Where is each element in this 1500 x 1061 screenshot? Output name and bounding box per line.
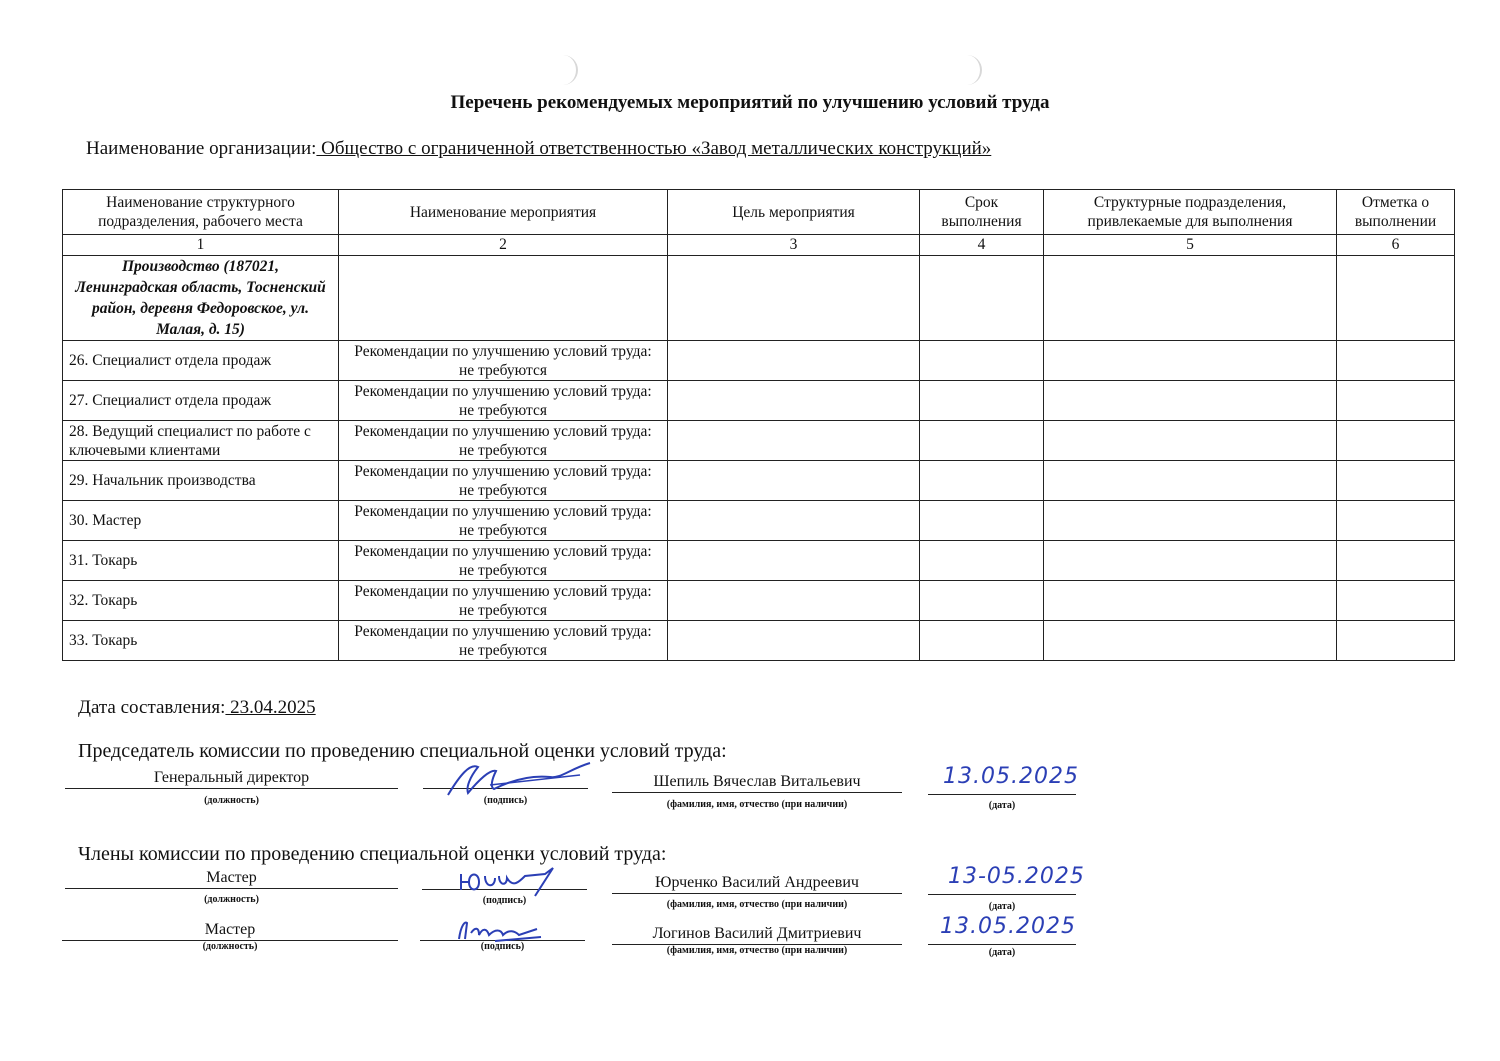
organization-value: Общество с ограниченной ответственностью «Завод металлических конструкций» <box>316 138 992 159</box>
section-department: Производство (187021, Ленинградская область, Тосненский район, деревня Федоровское, ул. Малая, д. 15) <box>63 256 339 341</box>
caption-fio: (фамилия, имя, отчество (при наличии) <box>666 945 848 956</box>
punch-hole-mark <box>966 55 982 85</box>
empty-cell <box>339 256 668 341</box>
measure-cell: Рекомендации по улучшению условий труда: не требуются <box>339 501 668 541</box>
compiled-date-line <box>78 697 316 719</box>
members-heading: Члены комиссии по проведению специальной оценки условий труда: <box>78 843 667 865</box>
chairman-heading: Председатель комиссии по проведению специальной оценки условий труда: <box>78 740 727 762</box>
column-number: 2 <box>339 235 668 256</box>
workplace-cell: 29. Начальник производства <box>63 461 339 501</box>
table-row <box>63 381 1455 421</box>
measure-cell: Рекомендации по улучшению условий труда: не требуются <box>339 341 668 381</box>
header-cell: Наименование структурного подразделения, рабочего места <box>63 190 339 235</box>
measure-cell: Рекомендации по улучшению условий труда: не требуются <box>339 461 668 501</box>
workplace-cell: 28. Ведущий специалист по работе с ключевыми клиентами <box>63 421 339 461</box>
workplace-cell: 32. Токарь <box>63 581 339 621</box>
column-number: 1 <box>63 235 339 256</box>
caption-date: (дата) <box>988 800 1016 811</box>
compiled-date-label: Дата составления: <box>78 697 226 718</box>
column-number: 4 <box>920 235 1044 256</box>
workplace-cell: 30. Мастер <box>63 501 339 541</box>
member-position: Мастер <box>62 920 398 941</box>
caption-position: (должность) <box>202 941 258 952</box>
caption-date: (дата) <box>988 947 1016 958</box>
measure-cell: Рекомендации по улучшению условий труда: не требуются <box>339 421 668 461</box>
header-cell: Отметка о выполнении <box>1337 190 1455 235</box>
table-row <box>63 461 1455 501</box>
chairman-date: 13.05.2025 <box>943 764 1079 789</box>
caption-fio: (фамилия, имя, отчество (при наличии) <box>666 899 848 910</box>
caption-signature: (подпись) <box>480 941 525 952</box>
workplace-cell: 31. Токарь <box>63 541 339 581</box>
empty-cell <box>1337 256 1455 341</box>
table-header-row <box>63 190 1455 235</box>
caption-position: (должность) <box>204 795 259 806</box>
member-date: 13-05.2025 <box>948 864 1085 889</box>
measure-cell: Рекомендации по улучшению условий труда: не требуются <box>339 581 668 621</box>
organization-line <box>86 138 991 160</box>
punch-hole-mark <box>562 55 578 85</box>
member-name: Юрченко Василий Андреевич <box>612 873 902 894</box>
header-cell: Структурные подразделения, привлекаемые для выполнения <box>1044 190 1337 235</box>
member-name: Логинов Василий Дмитриевич <box>612 924 902 945</box>
measure-cell: Рекомендации по улучшению условий труда: не требуются <box>339 381 668 421</box>
chairman-name: Шепиль Вячеслав Витальевич <box>612 772 902 793</box>
empty-cell <box>1044 256 1337 341</box>
column-number-row <box>63 235 1455 256</box>
caption-fio: (фамилия, имя, отчество (при наличии) <box>666 799 848 810</box>
organization-label: Наименование организации: <box>86 138 317 159</box>
table-row <box>63 421 1455 461</box>
chairman-position: Генеральный директор <box>65 768 398 789</box>
table-row <box>63 501 1455 541</box>
member-date: 13.05.2025 <box>940 914 1076 939</box>
workplace-cell: 33. Токарь <box>63 621 339 661</box>
table-row <box>63 621 1455 661</box>
empty-cell <box>920 256 1044 341</box>
member-position: Мастер <box>65 868 398 889</box>
header-cell: Срок выполнения <box>920 190 1044 235</box>
table-row <box>63 541 1455 581</box>
table-row <box>63 581 1455 621</box>
column-number: 3 <box>668 235 920 256</box>
caption-position: (должность) <box>204 894 259 905</box>
table-row <box>63 341 1455 381</box>
workplace-cell: 27. Специалист отдела продаж <box>63 381 339 421</box>
column-number: 6 <box>1337 235 1455 256</box>
measure-cell: Рекомендации по улучшению условий труда: не требуются <box>339 541 668 581</box>
workplace-cell: 26. Специалист отдела продаж <box>63 341 339 381</box>
compiled-date-value: 23.04.2025 <box>225 697 316 718</box>
document-title: Перечень рекомендуемых мероприятий по улучшению условий труда <box>450 92 1050 113</box>
caption-date: (дата) <box>988 901 1016 912</box>
caption-signature: (подпись) <box>482 895 527 906</box>
section-row <box>63 256 1455 341</box>
empty-cell <box>668 256 920 341</box>
header-cell: Цель мероприятия <box>668 190 920 235</box>
column-number: 5 <box>1044 235 1337 256</box>
header-cell: Наименование мероприятия <box>339 190 668 235</box>
measure-cell: Рекомендации по улучшению условий труда: не требуются <box>339 621 668 661</box>
caption-signature: (подпись) <box>483 795 528 806</box>
measures-table <box>62 189 1455 661</box>
